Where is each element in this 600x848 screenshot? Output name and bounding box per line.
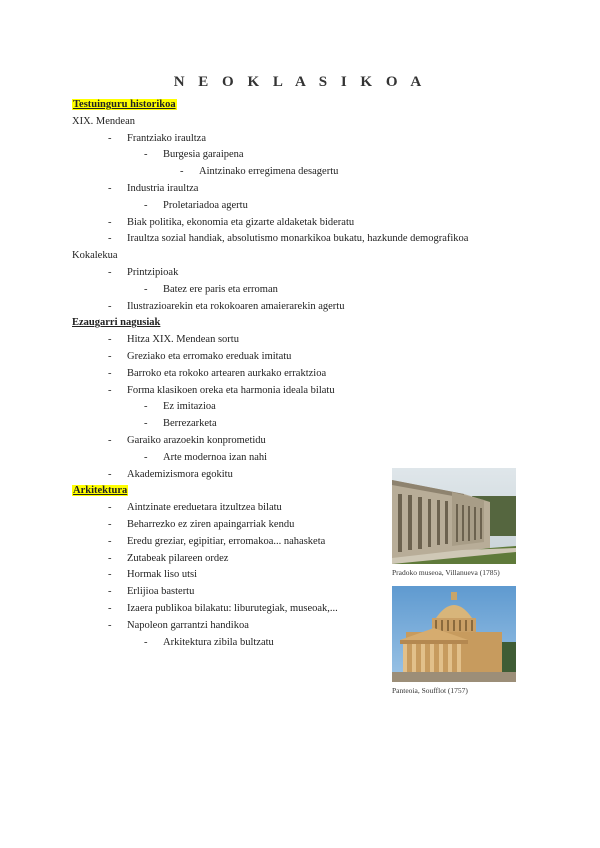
list-item: - Garaiko arazoekin konprometidu	[108, 434, 266, 446]
list-item: - Biak politika, ekonomia eta gizarte aldaketak bideratu	[108, 216, 355, 228]
list-item: - Beharrezko ez ziren apaingarriak kendu	[108, 518, 295, 530]
list-item: - Printzipioak	[108, 266, 179, 278]
list-item: - Berrezarketa	[144, 418, 217, 430]
list-item: - Aintzinate ereduetara itzultzea bilatu	[108, 502, 282, 514]
list-item: - Hormak liso utsi	[108, 569, 197, 581]
list-item: - Akademizismora egokitu	[108, 468, 233, 480]
list-item: - Greziako eta erromako ereduak imitatu	[108, 350, 292, 362]
list-item: - Ilustrazioarekin eta rokokoaren amaierarekin agertu	[108, 300, 345, 312]
prado-museum-photo	[392, 468, 516, 564]
list-item: - Iraultza sozial handiak, absolutismo monarkikoa bukatu, hazkunde demografikoa	[108, 233, 469, 245]
list-item: - Eredu greziar, egipitiar, erromakoa... nahasketa	[108, 535, 326, 547]
list-item: - Barroko eta rokoko artearen aurkako erraktzioa	[108, 367, 327, 379]
list-item: - Erlijioa bastertu	[108, 586, 195, 598]
figure-caption-prado: Pradoko museoa, Villanueva (1785)	[392, 568, 500, 577]
list-item: - Ez imitazioa	[144, 401, 216, 413]
list-item: - Izaera publikoa bilakatu: liburutegiak, museoak,...	[108, 602, 338, 614]
list-item: - Forma klasikoen oreka eta harmonia ideala bilatu	[108, 384, 335, 396]
list-item: - Arkitektura zibila bultzatu	[144, 636, 274, 648]
list-item: - Zutabeak pilareen ordez	[108, 552, 229, 564]
heading-testuinguru: Testuinguru historikoa	[73, 99, 176, 110]
list-item: - Aintzinako erregimena desagertu	[180, 166, 339, 178]
heading-kokalekua: Kokalekua	[72, 250, 118, 262]
heading-arkitektura: Arkitektura	[73, 485, 128, 497]
list-item: - Batez ere paris eta erroman	[144, 283, 278, 295]
pantheon-photo	[392, 586, 516, 682]
page-title: N E O K L A S I K O A	[173, 74, 427, 90]
figure-caption-pantheon: Panteoia, Soufflot (1757)	[392, 686, 468, 695]
list-item: - Hitza XIX. Mendean sortu	[108, 334, 239, 346]
list-item: - Proletariadoa agertu	[144, 199, 248, 211]
list-item: - Frantziako iraultza	[108, 132, 207, 144]
list-item: - Burgesia garaipena	[144, 149, 244, 161]
heading-ezaugarri: Ezaugarri nagusiak	[72, 317, 161, 329]
list-item: - Industria iraultza	[108, 182, 199, 194]
list-item: - Arte modernoa izan nahi	[144, 451, 268, 463]
list-item: - Napoleon garrantzi handikoa	[108, 619, 249, 631]
era-line: XIX. Mendean	[72, 115, 135, 127]
